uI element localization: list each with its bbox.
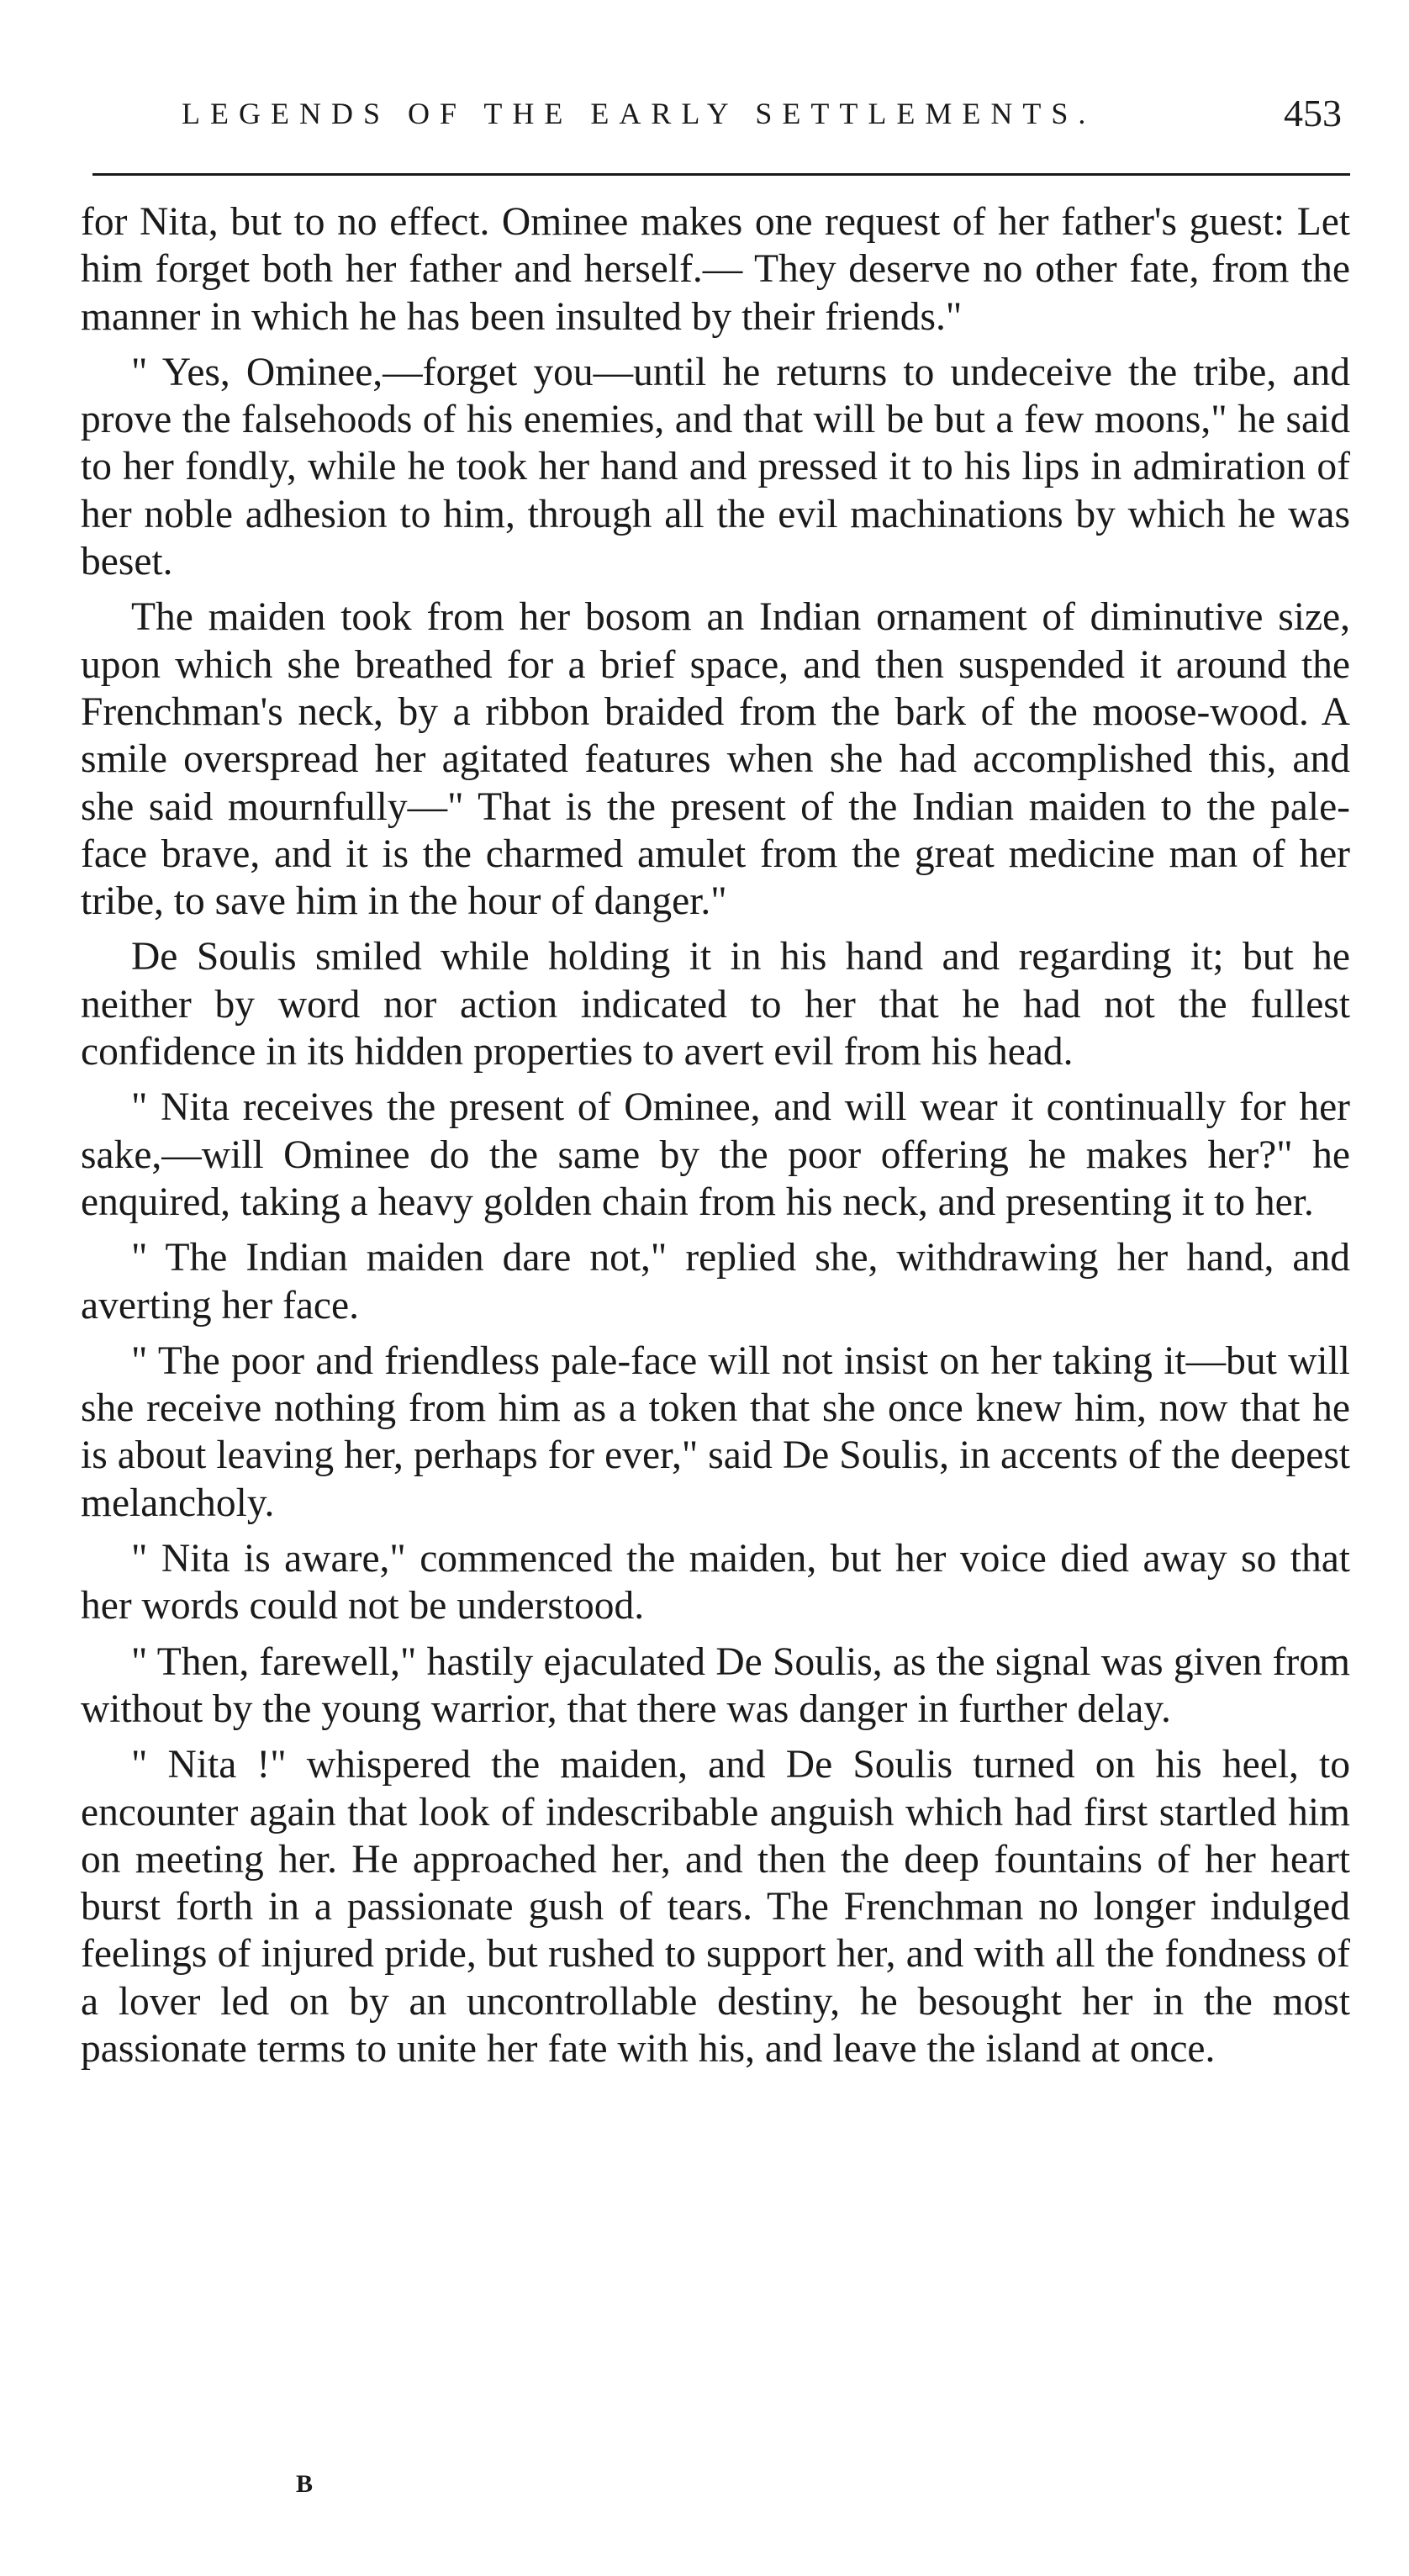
paragraph: " Nita receives the present of Ominee, and will wear it continually for her sake,—will Ominee do the same by the poor offering he makes her?" he enquired, taking a heavy golden chain from his neck, and presenting it to her. [81,1085,1350,1224]
running-title: LEGENDS OF THE EARLY SETTLEMENTS. [182,97,1096,130]
paragraph: The maiden took from her bosom an Indian ornament of diminutive size, upon which she breathed for a brief space, and then suspended it around the Frenchman's neck, by a ribbon braided from the bark of the moose-wood. A smile overspread her agitated features when she had accomplished this, and she said mournfully—" That is the present of the Indian maiden to the pale-face brave, and it is the charmed amulet from the great medicine man of her tribe, to save him in the hour of danger." [81,595,1350,924]
header-rule [92,173,1350,176]
paragraph: " Nita is aware," commenced the maiden, but her voice died away so that her words could not be understood. [81,1537,1350,1628]
paragraph: " Nita !" whispered the maiden, and De Soulis turned on his heel, to encounter again that look of indescribable anguish which had first startled him on meeting her. He approached her, and then the deep fountains of her heart burst forth in a passionate gush of tears. The Frenchman no longer indulged feelings of injured pride, but rushed to support her, and with all the fondness of a lover led on by an uncontrollable destiny, he besought her in the most passionate terms to unite her fate with his, and leave the island at once. [81,1743,1350,2071]
body-text [81,198,1350,2081]
page-number: 453 [1284,92,1342,135]
paragraph: " Yes, Ominee,—forget you—until he returns to undeceive the tribe, and prove the falsehoods of his enemies, and that will be but a few moons," he said to her fondly, while he took her hand and pressed it to his lips in admiration of her noble adhesion to him, through all the evil machinations by which he was beset. [81,350,1350,584]
paragraph: for Nita, but to no effect. Ominee makes one request of her father's guest: Let him forget both her father and herself.— They deserve no other fate, from the manner in which he has been insulted by their friends." [81,200,1350,339]
paragraph: " Then, farewell," hastily ejaculated De Soulis, as the signal was given from without by the young warrior, that there was danger in further delay. [81,1639,1350,1731]
paragraph: " The Indian maiden dare not," replied she, withdrawing her hand, and averting her face. [81,1236,1350,1328]
paragraph: " The poor and friendless pale-face will not insist on her taking it—but will she receive nothing from him as a token that she once knew him, now that he is about leaving her, perhaps for ever," said De Soulis, in accents of the deepest melancholy. [81,1338,1350,1525]
paragraph: De Soulis smiled while holding it in his hand and regarding it; but he neither by word nor action indicated to her that he had not the fullest confidence in its hidden properties to avert evil from his head. [81,935,1350,1074]
signature-mark: B [296,2470,315,2498]
page-header [81,91,1350,145]
